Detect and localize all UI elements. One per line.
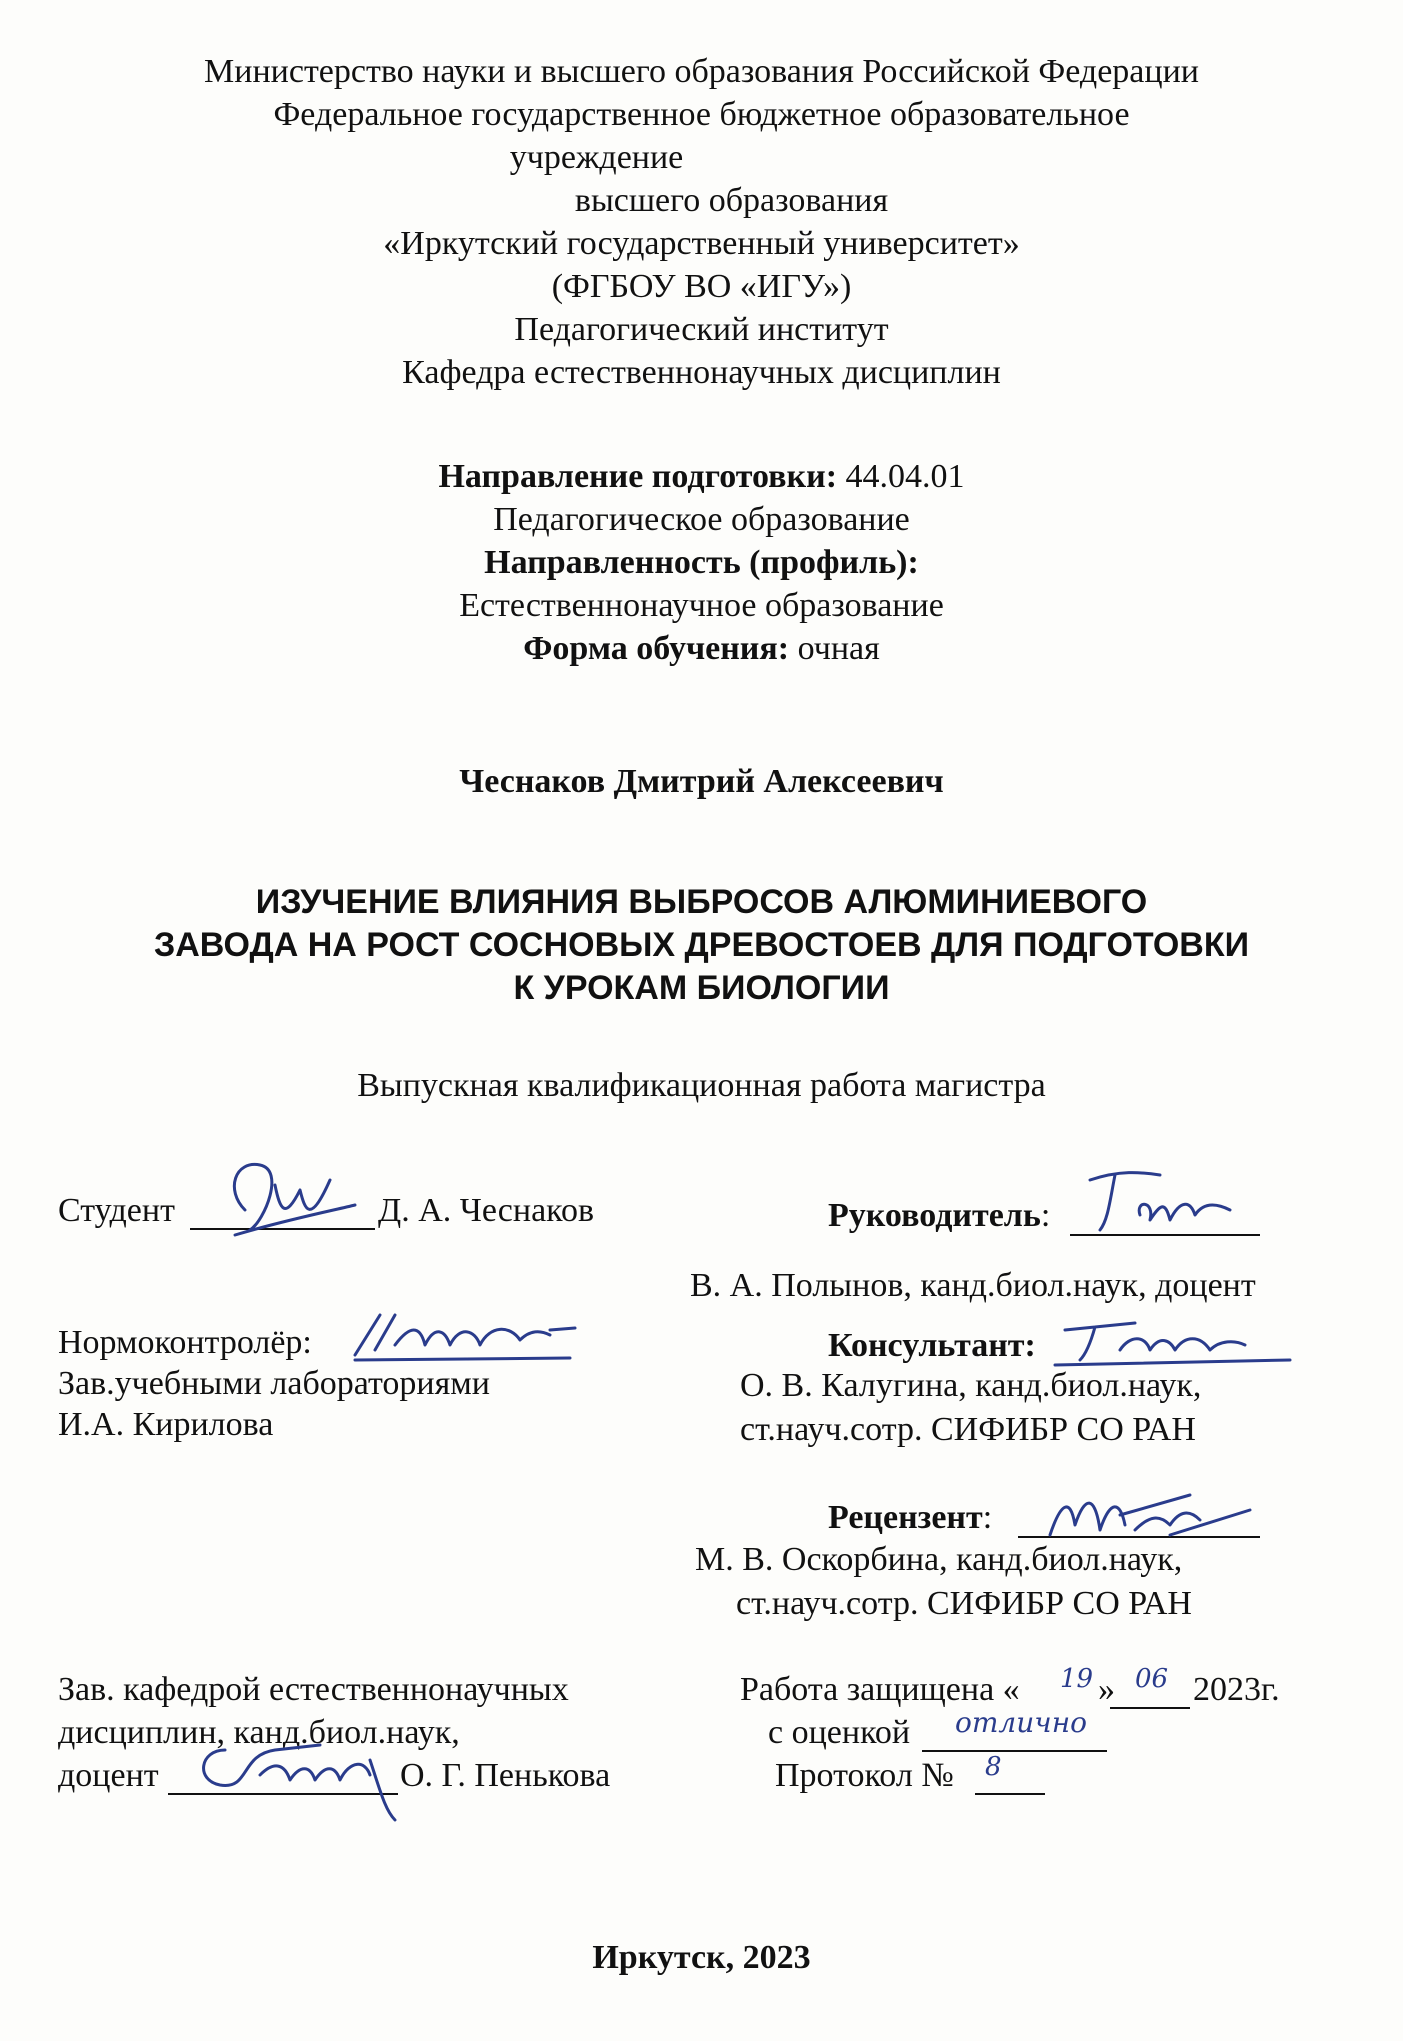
reviewer-line-2: ст.науч.сотр. СИФИБР СО РАН: [736, 1585, 1192, 1622]
institution-line-1: Федеральное государственное бюджетное образовательное: [273, 96, 1130, 133]
direction-label: Направление подготовки:: [438, 458, 838, 495]
head-prefix: доцент: [58, 1757, 159, 1794]
direction-code: 44.04.01: [837, 458, 965, 495]
normcontrol-position: Зав.учебными лабораториями: [58, 1365, 490, 1402]
thesis-title-line-1: ИЗУЧЕНИЕ ВЛИЯНИЯ ВЫБРОСОВ АЛЮМИНИЕВОГО: [255, 883, 1148, 921]
student-signature: [205, 1150, 365, 1245]
thesis-title-line-3: К УРОКАМ БИОЛОГИИ: [513, 969, 890, 1007]
reviewer-signature: [1040, 1475, 1260, 1550]
grade-value: отлично: [955, 1706, 1087, 1739]
consultant-label: Консультант:: [828, 1327, 1036, 1364]
defended-day: 19: [1060, 1664, 1094, 1694]
form-label: Форма обучения:: [523, 630, 790, 667]
form-line: [0, 629, 1403, 669]
student-label: Студент: [58, 1192, 175, 1229]
reviewer-colon: :: [982, 1499, 993, 1536]
grade-line: [922, 1750, 1107, 1752]
institution-line-3: высшего образования: [574, 182, 889, 219]
reviewer-label: Рецензент: [828, 1499, 983, 1536]
defended-mid: »: [1098, 1671, 1115, 1708]
institute-name: Педагогический институт: [514, 311, 889, 348]
protocol-value: 8: [985, 1752, 1002, 1782]
reviewer-line: [828, 1498, 992, 1538]
normcontrol-signature: [350, 1300, 580, 1370]
defended-prefix: Работа защищена «: [740, 1671, 1020, 1708]
supervisor-line: [828, 1196, 1050, 1236]
protocol-line: [975, 1793, 1045, 1795]
university-name: «Иркутский государственный университет»: [383, 225, 1020, 262]
consultant-signature: [1050, 1305, 1300, 1375]
ministry-line: Министерство науки и высшего образования Российской Федерации: [204, 53, 1199, 90]
university-abbr: (ФГБОУ ВО «ИГУ»): [551, 268, 852, 305]
direction-name: Педагогическое образование: [493, 501, 910, 538]
work-type: Выпускная квалификационная работа магистра: [357, 1067, 1046, 1104]
supervisor-name: В. А. Полынов, канд.биол.наук, доцент: [690, 1267, 1256, 1304]
supervisor-colon: :: [1040, 1197, 1051, 1234]
reviewer-line-1: М. В. Оскорбина, канд.биол.наук,: [695, 1541, 1183, 1578]
department-name: Кафедра естественнонаучных дисциплин: [402, 354, 1001, 391]
grade-label: с оценкой: [768, 1714, 911, 1751]
supervisor-signature: [1080, 1160, 1250, 1240]
consultant-line-2: ст.науч.сотр. СИФИБР СО РАН: [740, 1411, 1196, 1448]
form-value: очная: [789, 630, 880, 667]
institution-line-2: учреждение: [509, 139, 684, 176]
city-year: Иркутск, 2023: [592, 1939, 811, 1976]
consultant-line-1: О. В. Калугина, канд.биол.наук,: [740, 1367, 1202, 1404]
thesis-title-line-2: ЗАВОДА НА РОСТ СОСНОВЫХ ДРЕВОСТОЕВ ДЛЯ ПОДГОТОВКИ: [153, 926, 1250, 964]
profile-label: Направленность (профиль):: [484, 544, 919, 581]
direction-line: [0, 457, 1403, 497]
defended-month: 06: [1135, 1664, 1169, 1694]
head-line-1: Зав. кафедрой естественнонаучных: [58, 1671, 569, 1708]
author-name: Чеснаков Дмитрий Алексеевич: [459, 763, 944, 800]
protocol-label: Протокол №: [775, 1757, 954, 1794]
head-name: О. Г. Пенькова: [400, 1757, 611, 1794]
supervisor-label: Руководитель: [828, 1197, 1041, 1234]
normcontrol-name: И.А. Кирилова: [58, 1406, 274, 1443]
head-signature: [180, 1720, 410, 1830]
profile-name: Естественнонаучное образование: [459, 587, 944, 624]
defended-year: 2023г.: [1193, 1671, 1280, 1708]
defended-month-line: [1110, 1707, 1190, 1709]
normcontrol-label: Нормоконтролёр:: [58, 1324, 312, 1361]
student-name: Д. А. Чеснаков: [378, 1192, 595, 1229]
head-line-2: дисциплин, канд.биол.наук,: [58, 1714, 460, 1751]
